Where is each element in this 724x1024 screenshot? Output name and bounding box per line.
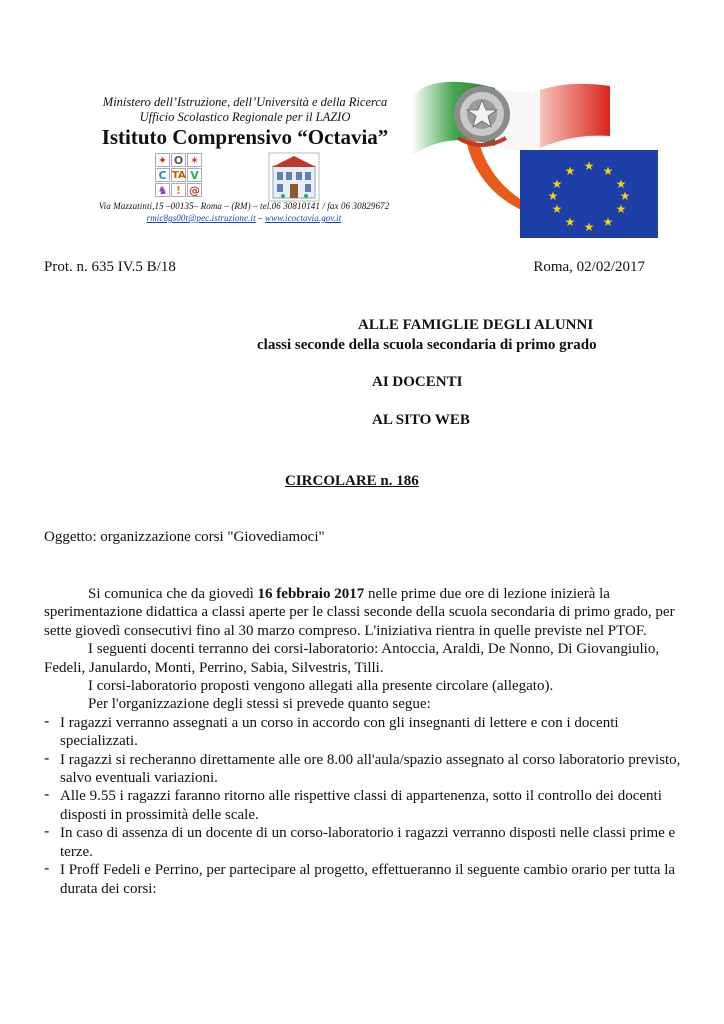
logo-letter: !	[171, 183, 186, 197]
ministry-heading	[60, 95, 430, 125]
svg-text:★: ★	[551, 177, 563, 191]
svg-text:★: ★	[583, 220, 595, 234]
svg-text:★: ★	[602, 215, 614, 229]
logo-figure-icon: ♞	[155, 183, 170, 197]
website-link[interactable]: www.icoctavia.gov.it	[264, 213, 342, 223]
svg-text:★: ★	[615, 202, 627, 216]
logo-figure-icon: ✦	[155, 153, 170, 167]
protocol-number: Prot. n. 635 IV.5 B/18	[44, 259, 176, 275]
school-building-logo	[268, 152, 320, 202]
pec-email-link[interactable]: rmic8gs00t@pec.istruzione.it	[146, 213, 256, 223]
address-line: Via Mazzatinti,15 –00135– Roma – (RM) – tel.06 30810141 / fax 06 30829672	[98, 201, 390, 211]
recipient-classes: classi seconde della scuola secondaria di primo grado	[257, 337, 597, 353]
paragraph-attachment: I corsi-laboratorio proposti vengono allegati alla presente circolare (allegato).	[88, 678, 554, 695]
logo-letter: @	[189, 184, 200, 197]
subject-line: Oggetto: organizzazione corsi "Giovediamoci"	[44, 529, 325, 545]
svg-text:★: ★	[551, 202, 563, 216]
paragraph-start-date: Si comunica che da giovedì 16 febbraio 2017 nelle prime due ore di lezione inizierà la sperimentazione didattica a classi aperte per le classi seconde della scuola secondaria di primo grado, per sette giovedì consecutivi fino al 30 marzo compreso. L'iniziativa rientra in quelle previste nel PTOF.	[44, 586, 675, 639]
logo-letter: C	[155, 168, 170, 182]
logo-letter: TA	[172, 170, 186, 181]
ministry-line: Ministero dell’Istruzione, dell’Università e della Ricerca	[102, 95, 388, 109]
logo-letter: O	[171, 153, 186, 167]
regional-office-line: Ufficio Scolastico Regionale per il LAZIO	[139, 110, 351, 124]
svg-text:★: ★	[547, 189, 559, 203]
svg-text:★: ★	[583, 159, 595, 173]
circular-number: CIRCOLARE n. 186	[285, 473, 419, 489]
contact-info	[58, 200, 430, 224]
organization-list	[44, 711, 684, 898]
list-item: - Alle 9.55 i ragazzi faranno ritorno alle rispettive classi di appartenenza, sotto il controllo dei docenti disposti in prossimità delle scale.	[44, 785, 662, 823]
school-name: Istituto Comprensivo “Octavia”	[101, 125, 389, 149]
list-item: - I Proff Fedeli e Perrino, per partecipare al progetto, effettueranno il seguente cambio orario per tutta la durata dei corsi:	[44, 859, 676, 897]
paragraph-teachers: I seguenti docenti terranno dei corsi-laboratorio: Antoccia, Araldi, De Nonno, Di Giovangiulio, Fedeli, Janulardo, Monti, Perrino, Sabia, Silvestris, Tilli.	[44, 641, 660, 676]
svg-text:★: ★	[615, 177, 627, 191]
octavia-logo	[155, 153, 203, 199]
svg-text:★: ★	[619, 189, 631, 203]
svg-text:★: ★	[564, 164, 576, 178]
italian-flag-red	[540, 84, 610, 148]
list-item: - I ragazzi verranno assegnati a un corso in accordo con gli insegnanti di lettere e con i docenti specializzati.	[44, 711, 619, 750]
recipient-families: ALLE FAMIGLIE DEGLI ALUNNI	[358, 317, 594, 333]
recipient-teachers: AI DOCENTI	[372, 374, 463, 390]
logo-letter: V	[187, 168, 202, 182]
svg-text:★: ★	[564, 215, 576, 229]
start-date: 16 febbraio 2017	[257, 586, 365, 602]
eu-flag-icon	[520, 150, 658, 238]
list-item: - I ragazzi si recheranno direttamente alle ore 8.00 all'aula/spazio assegnato al corso laboratorio previsto, salvo eventuali variazioni.	[44, 748, 681, 787]
separator: –	[255, 213, 265, 223]
institutional-flags-banner	[410, 76, 660, 241]
logo-star-icon: ✶	[187, 153, 202, 167]
list-item: - In caso di assenza di un docente di un corso-laboratorio i ragazzi verranno disposti nelle classi prime e terze.	[44, 822, 676, 860]
place-date: Roma, 02/02/2017	[533, 259, 645, 275]
contact-links	[58, 212, 430, 224]
recipient-website: AL SITO WEB	[372, 412, 470, 428]
letter-body	[44, 585, 684, 898]
svg-text:★: ★	[602, 164, 614, 178]
paragraph-organization: Per l'organizzazione degli stessi si prevede quanto segue:	[88, 696, 431, 713]
